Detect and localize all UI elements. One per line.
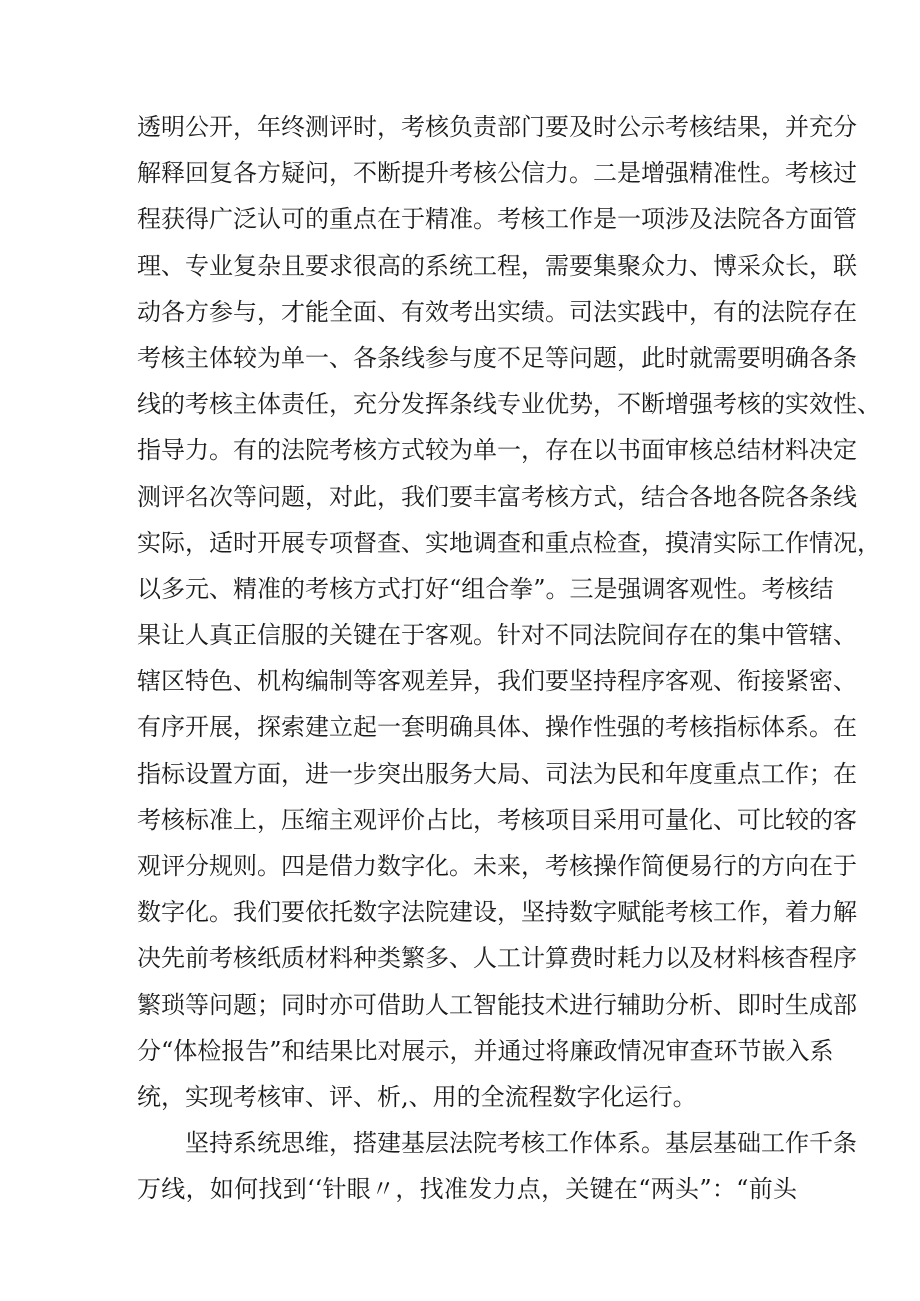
text-line-6: 考核主体较为单一、各条线参与度不足等问题，此时就需要明确各条	[137, 343, 857, 372]
text-line-13: 辖区特色、机构编制等客观差异，我们要坚持程序客观、衔接紧密、	[137, 667, 857, 696]
text-line-10: 实际，适时开展专项督查、实地调查和重点检查，摸清实际工作情况，	[137, 528, 881, 557]
paragraph-2-line-1: 坚持系统思维，搭建基层法院考核工作体系。基层基础工作千条	[185, 1129, 857, 1158]
text-line-3: 程获得广泛认可的重点在于精准。考核工作是一项涉及法院各方面管	[137, 205, 857, 234]
text-line-22: 统，实现考核审、评、析,、用的全流程数字化运行。	[137, 1082, 697, 1111]
text-line-7: 线的考核主体责任，充分发挥条线专业优势，不断增强考核的实效性、	[137, 390, 881, 419]
text-line-5: 动各方参与，才能全面、有效考出实绩。司法实践中，有的法院存在	[137, 297, 857, 326]
text-line-20: 繁琐等问题；同时亦可借助人工智能技术进行辅助分析、即时生成部	[137, 990, 857, 1019]
text-line-17: 观评分规则。四是借力数字化。未来，考核操作简便易行的方向在于	[137, 852, 857, 880]
text-line-4: 理、专业复杂且要求很高的系统工程，需要集聚众力、博采众长，联	[137, 251, 857, 280]
paragraph-2-line-2: 万线，如何找到‘‘针眼〃，找准发力点，关键在“两头”：“前头	[137, 1175, 797, 1204]
body-text	[137, 104, 881, 1213]
text-line-21: 分“体检报告”和结果比对展示，并通过将廉政情况审查环节嵌入系	[137, 1036, 834, 1065]
text-line-2: 解释回复各方疑问，不断提升考核公信力。二是增强精准性。考核过	[137, 159, 857, 188]
text-line-11: 以多元、精准的考核方式打好“组合拳”。三是强调客观性。考核结	[137, 574, 834, 603]
text-line-12: 果让人真正信服的关键在于客观。针对不同法院间存在的集中管辖、	[137, 621, 857, 650]
text-line-19: 决先前考核纸质材料种类繁多、人工计算费时耗力以及材料核杳程序	[137, 944, 857, 973]
text-line-9: 测评名次等问题，对此，我们要丰富考核方式，结合各地各院各条线	[137, 482, 857, 511]
text-line-8: 指导力。有的法院考核方式较为单一，存在以书面审核总结材料决定	[137, 436, 857, 465]
text-line-14: 有序开展，探索建立起一套明确具体、操作性强的考核指标体系。在	[137, 713, 857, 742]
text-line-18: 数字化。我们要依托数字法院建设，坚持数字赋能考核工作，着力解	[137, 898, 857, 927]
text-line-1: 透明公开，年终测评时，考核负责部门要及时公示考核结果，并充分	[137, 113, 857, 141]
text-line-15: 指标设置方面，进一步突出服务大局、司法为民和年度重点工作；在	[137, 759, 857, 788]
text-line-16: 考核标准上，压缩主观评价占比，考核项目采用可量化、可比较的客	[137, 805, 857, 834]
